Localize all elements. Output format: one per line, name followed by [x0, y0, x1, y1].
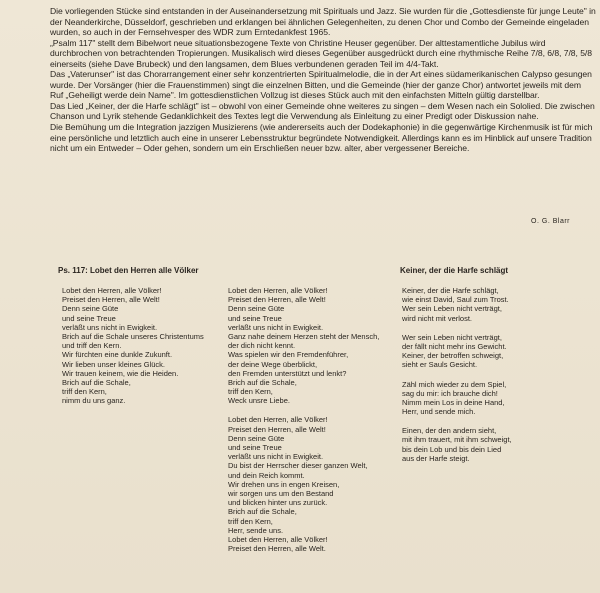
lyric-line: verläßt uns nicht in Ewigkeit. [228, 452, 324, 462]
lyric-line: sieht er Sauls Gesicht. [402, 360, 478, 370]
lyric-line: Brich auf die Schale, [228, 377, 297, 387]
lyric-line: verläßt uns nicht in Ewigkeit. [228, 322, 324, 332]
lyric-line: Lobet den Herren, alle Völker! [228, 286, 328, 295]
lyric-line: triff den Kern, [62, 387, 107, 397]
lyric-line: sag du mir: ich brauche dich! [402, 388, 498, 398]
lyric-line: Einen, der den andern sieht, [402, 426, 497, 436]
stanza-gap [402, 416, 512, 426]
lyric-line: Wer sein Leben nicht verträgt, [402, 332, 502, 342]
lyric-line: Herr, und sende mich. [402, 407, 476, 417]
lyric-line: aus der Harfe steigt. [402, 453, 470, 463]
lyric-line: Weck unsre Liebe. [228, 396, 290, 406]
lyric-line: Was spielen wir den Fremdenführer, [228, 350, 349, 360]
lyric-line: Wir trauen keinem, wie die Heiden. [62, 368, 179, 378]
intro-paragraph: Die Bemühung um die Integration jazzigen Musizierens (wie andererseits auch der Dodekaphonie) in die gegenwärtige Kirchenmusik ist für mich eine persönliche und letztlich auch eine in unserer Lebensstruktur begründete Notwendigkeit. Allerdings kann es im Hinblick auf unsere Tradition nicht um ein Entweder – Oder gehen, sondern um ein Erschließen neuer bzw. alter, aber vergessener Bereiche. [50, 122, 593, 154]
lyric-line: und blicken hinter uns zurück. [228, 498, 328, 508]
lyric-line: Lobet den Herren, alle Völker! [62, 286, 162, 295]
psalm-column-2 [228, 286, 379, 553]
lyric-line: Keiner, der betroffen schweigt, [402, 351, 504, 361]
lyric-line: Preiset den Herren, alle Welt! [62, 295, 160, 305]
lyric-line: Lobet den Herren, alle Völker! [228, 534, 328, 544]
lyric-line: triff den Kern, [228, 387, 273, 397]
lyric-line: bis dein Lob und bis dein Lied [402, 444, 502, 454]
lyric-line: Brich auf die Schale, [228, 507, 297, 517]
psalm-title: Ps. 117: Lobet den Herren alle Völker [58, 266, 199, 275]
lyric-line: wie einst David, Saul zum Trost. [402, 295, 509, 305]
psalm-column-1 [62, 286, 204, 405]
lyric-line: Brich auf die Schale, [62, 377, 131, 387]
lyric-line: Wir fürchten eine dunkle Zukunft. [62, 350, 173, 360]
lyric-line: Du bist der Herrscher dieser ganzen Welt, [228, 461, 368, 471]
lyric-line: den Fremden unterstützt und lenkt? [228, 368, 347, 378]
harfe-title: Keiner, der die Harfe schlägt [400, 266, 509, 275]
lyric-line: Denn seine Güte [228, 304, 285, 314]
stanza-gap [402, 370, 512, 380]
intro-paragraph: Das Lied „Keiner, der die Harfe schlägt" ist – obwohl von einer Gemeinde ohne weiteres zu singen – dem Wesen nach ein Sololied. Die zwischen Chanson und Lyrik stehende Gedanklichkeit des Textes legt die Verwendung als Einleitung zu einer Predigt oder Diskussion nahe. [50, 100, 595, 122]
lyric-line: Wir lieben unser kleines Glück. [62, 359, 165, 369]
lyric-line: nimm du uns ganz. [62, 396, 126, 406]
lyric-line: Lobet den Herren, alle Völker! [228, 415, 328, 425]
lyric-line: der dich nicht kennt. [228, 341, 296, 351]
stanza-gap [228, 405, 379, 415]
liner-notes [50, 6, 596, 154]
lyric-line: Keiner, der die Harfe schlägt, [402, 286, 499, 295]
lyric-line: Zähl mich wieder zu dem Spiel, [402, 379, 507, 389]
lyric-line: wird nicht mit verlost. [402, 313, 473, 323]
lyric-line: Brich auf die Schale unseres Christentums [62, 331, 204, 341]
lyric-line: der deine Wege überblickt, [228, 359, 318, 369]
lyric-line: und seine Treue [62, 313, 116, 323]
lyric-line: Herr, sende uns. [228, 525, 284, 535]
lyric-line: mit ihm trauert, mit ihm schweigt, [402, 435, 512, 445]
lyric-line: Denn seine Güte [62, 304, 119, 314]
lyric-line: Preiset den Herren, alle Welt. [228, 544, 326, 554]
lyric-line: triff den Kern, [228, 516, 273, 526]
lyric-line: und seine Treue [228, 443, 282, 452]
lyric-line: Preiset den Herren, alle Welt! [228, 295, 326, 305]
intro-paragraph: Die vorliegenden Stücke sind entstanden in der Auseinandersetzung mit Spirituals und Jazz. Sie wurden für die „Gottesdienste für junge Leute" in der Neanderkirche, Düsseldorf, geschrieben und erklangen bei ähnlichen Gelegenheiten, zu denen Chor und Combo der Gemeinde eingeladen wurden, so auch in der Fernsehvesper des WDR zum Erntedankfest 1965. [50, 6, 596, 38]
lyric-line: verläßt uns nicht in Ewigkeit. [62, 322, 158, 332]
lyric-line: Wer sein Leben nicht verträgt, [402, 304, 502, 314]
lyric-line: Preiset den Herren, alle Welt! [228, 424, 326, 434]
lyric-line: wir sorgen uns um den Bestand [228, 488, 334, 498]
lyric-line: der fällt nicht mehr ins Gewicht. [402, 341, 507, 351]
lyric-line: Ganz nahe deinem Herzen steht der Mensch, [228, 331, 380, 341]
lyric-line: und dein Reich kommt. [228, 470, 305, 480]
intro-paragraph: Das „Vaterunser" ist das Chorarrangement einer sehr konzentrierten Spiritualmelodie, die in der Art eines südamerikanischen Calypso gesungen wurde. Der Vorsänger (hier die Frauenstimmen) singt die einzelnen Bitten, und die Gemeinde (hier der ganze Chor) antwortet jeweils mit dem Ruf „Geheiligt werde dein Name". Im gottesdienstlichen Vollzug ist dieses Stück auch mit den einfachsten Mitteln gültig darstellbar. [50, 69, 592, 101]
stanza-gap [402, 323, 512, 333]
author-signature: O. G. Blarr [531, 218, 570, 225]
lyric-line: Nimm mein Los in deine Hand, [402, 397, 505, 407]
lyric-line: Denn seine Güte [228, 433, 285, 443]
intro-paragraph: „Psalm 117" stellt dem Bibelwort neue situationsbezogene Texte von Christine Heuser gegenüber. Der alttestamentliche Jubilus wird durchbrochen von betrachtenden Tropierungen. Musikalisch wird dieses Gegenüber ausgedrückt durch eine rhythmische Reihe 7/8, 6/8, 7/8, 5/8 einerseits (siehe Dave Brubeck) und den langsamen, dem Blues verbundenen geraden Teil im 4/4-Takt. [50, 37, 592, 69]
lyric-line: und seine Treue [228, 313, 282, 323]
lyric-line: und triff den Kern. [62, 341, 122, 351]
harfe-column [402, 286, 512, 463]
lyric-line: Wir drehen uns in engen Kreisen, [228, 479, 340, 489]
